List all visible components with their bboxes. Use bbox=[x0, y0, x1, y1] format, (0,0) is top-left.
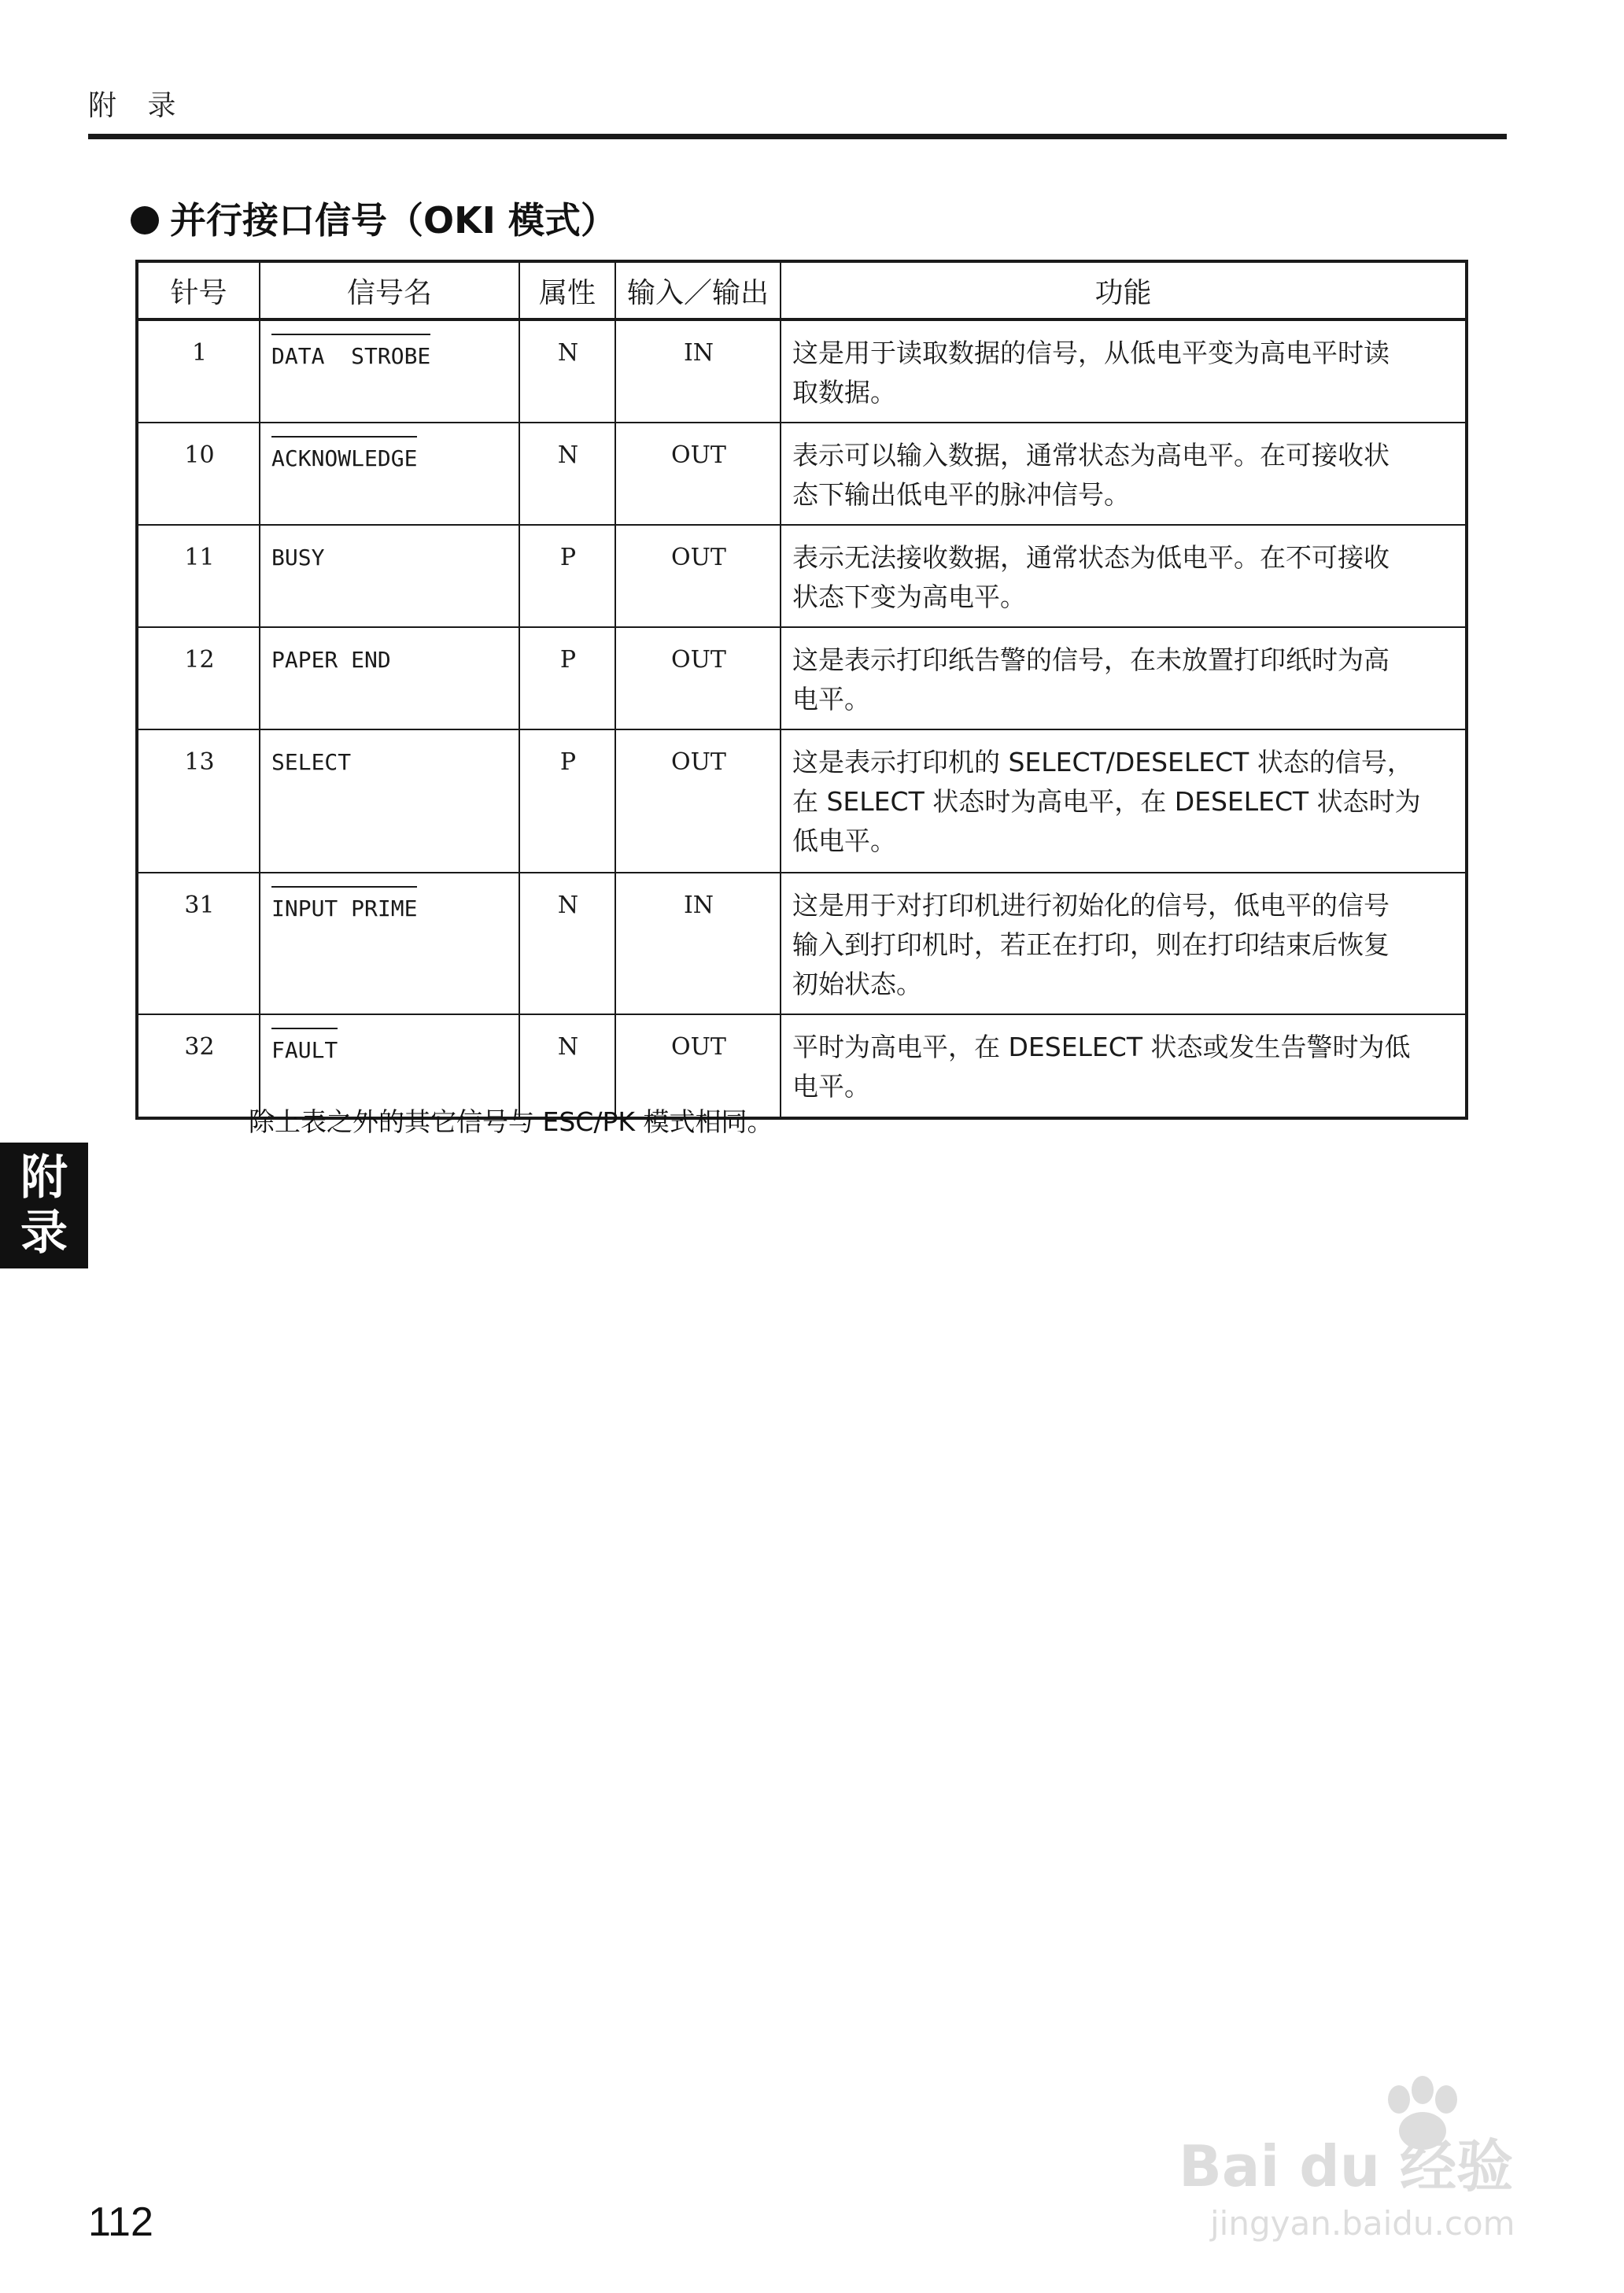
table-header-row bbox=[137, 261, 1467, 319]
function-line: 状态下变为高电平。 bbox=[792, 582, 1026, 612]
table-row bbox=[137, 525, 1467, 627]
signal-function bbox=[781, 423, 1467, 525]
signal-function bbox=[781, 627, 1467, 729]
pin-number: 13 bbox=[137, 729, 260, 873]
signal-io: OUT bbox=[615, 1014, 781, 1118]
function-line: 态下输出低电平的脉冲信号。 bbox=[792, 479, 1130, 510]
function-line: 表示无法接收数据，通常状态为低电平。在不可接收 bbox=[792, 542, 1390, 573]
function-line: 这是用于读取数据的信号，从低电平变为高电平时读 bbox=[792, 338, 1390, 368]
signal-function bbox=[781, 873, 1467, 1014]
signal-attribute: P bbox=[519, 525, 615, 627]
signal-function bbox=[781, 319, 1467, 423]
function-line: 电平。 bbox=[792, 1071, 870, 1102]
signal-attribute: N bbox=[519, 873, 615, 1014]
signal-io: IN bbox=[615, 319, 781, 423]
bullet-icon bbox=[131, 206, 159, 234]
function-line: 电平。 bbox=[792, 684, 870, 714]
function-line: 平时为高电平，在 DESELECT 状态或发生告警时为低 bbox=[792, 1032, 1411, 1062]
signal-name-cell bbox=[260, 423, 519, 525]
signal-name-cell bbox=[260, 319, 519, 423]
table-row bbox=[137, 627, 1467, 729]
signal-attribute: P bbox=[519, 627, 615, 729]
signal-io: IN bbox=[615, 873, 781, 1014]
function-line: 初始状态。 bbox=[792, 969, 922, 999]
table-row bbox=[137, 423, 1467, 525]
signal-name-cell bbox=[260, 729, 519, 873]
signal-attribute: N bbox=[519, 423, 615, 525]
signal-name: SELECT bbox=[271, 749, 352, 775]
function-line: 这是表示打印纸告警的信号，在未放置打印纸时为高 bbox=[792, 644, 1390, 675]
function-line: 输入到打印机时，若正在打印，则在打印结束后恢复 bbox=[792, 929, 1390, 960]
function-line: 这是用于对打印机进行初始化的信号，低电平的信号 bbox=[792, 890, 1390, 921]
pin-number: 31 bbox=[137, 873, 260, 1014]
header-io: 输入／输出 bbox=[615, 261, 781, 319]
watermark-brand: Bai du 经验 bbox=[1179, 2133, 1514, 2199]
pin-number: 32 bbox=[137, 1014, 260, 1118]
watermark-url: jingyan.baidu.com bbox=[1210, 2204, 1515, 2243]
section-title-text: 并行接口信号（OKI 模式） bbox=[170, 199, 617, 242]
pin-number: 12 bbox=[137, 627, 260, 729]
signal-io: OUT bbox=[615, 423, 781, 525]
baidu-watermark bbox=[1163, 2068, 1572, 2249]
table-row bbox=[137, 319, 1467, 423]
table-note: 除上表之外的其它信号与 ESC/PK 模式相同。 bbox=[249, 1106, 773, 1137]
signal-name: INPUT PRIME bbox=[271, 886, 417, 929]
signal-table bbox=[135, 260, 1468, 1120]
pin-number: 1 bbox=[137, 319, 260, 423]
pin-number: 10 bbox=[137, 423, 260, 525]
signal-name: FAULT bbox=[271, 1028, 338, 1070]
signal-name-cell bbox=[260, 873, 519, 1014]
signal-name-cell bbox=[260, 525, 519, 627]
function-line: 在 SELECT 状态时为高电平，在 DESELECT 状态时为 bbox=[792, 786, 1421, 817]
signal-name: PAPER END bbox=[271, 647, 391, 673]
side-tab-char-2: 录 bbox=[20, 1206, 68, 1261]
side-tab bbox=[0, 1143, 88, 1268]
signal-io: OUT bbox=[615, 627, 781, 729]
pin-number: 11 bbox=[137, 525, 260, 627]
function-line: 表示可以输入数据，通常状态为高电平。在可接收状 bbox=[792, 440, 1390, 471]
section-title bbox=[131, 192, 617, 244]
header-pin: 针号 bbox=[137, 261, 260, 319]
signal-name: DATA STROBE bbox=[271, 334, 430, 376]
function-line: 低电平。 bbox=[792, 825, 896, 856]
signal-io: OUT bbox=[615, 729, 781, 873]
table-body bbox=[137, 319, 1467, 1118]
function-line: 取数据。 bbox=[792, 377, 896, 408]
signal-attribute: P bbox=[519, 729, 615, 873]
function-line: 这是表示打印机的 SELECT/DESELECT 状态的信号， bbox=[792, 747, 1413, 777]
signal-function bbox=[781, 729, 1467, 873]
header-attribute: 属性 bbox=[519, 261, 615, 319]
signal-attribute: N bbox=[519, 319, 615, 423]
signal-name-cell bbox=[260, 627, 519, 729]
signal-attribute: N bbox=[519, 1014, 615, 1118]
header-signal-name: 信号名 bbox=[260, 261, 519, 319]
signal-name: BUSY bbox=[271, 545, 325, 570]
signal-function bbox=[781, 525, 1467, 627]
signal-name: ACKNOWLEDGE bbox=[271, 436, 417, 478]
running-header: 附 录 bbox=[88, 90, 187, 122]
signal-function bbox=[781, 1014, 1467, 1118]
signal-io: OUT bbox=[615, 525, 781, 627]
table-row bbox=[137, 729, 1467, 873]
side-tab-char-1: 附 bbox=[20, 1150, 68, 1206]
table-row bbox=[137, 873, 1467, 1014]
page-number: 112 bbox=[88, 2199, 153, 2245]
header-rule bbox=[88, 134, 1507, 139]
header-function: 功能 bbox=[781, 261, 1467, 319]
